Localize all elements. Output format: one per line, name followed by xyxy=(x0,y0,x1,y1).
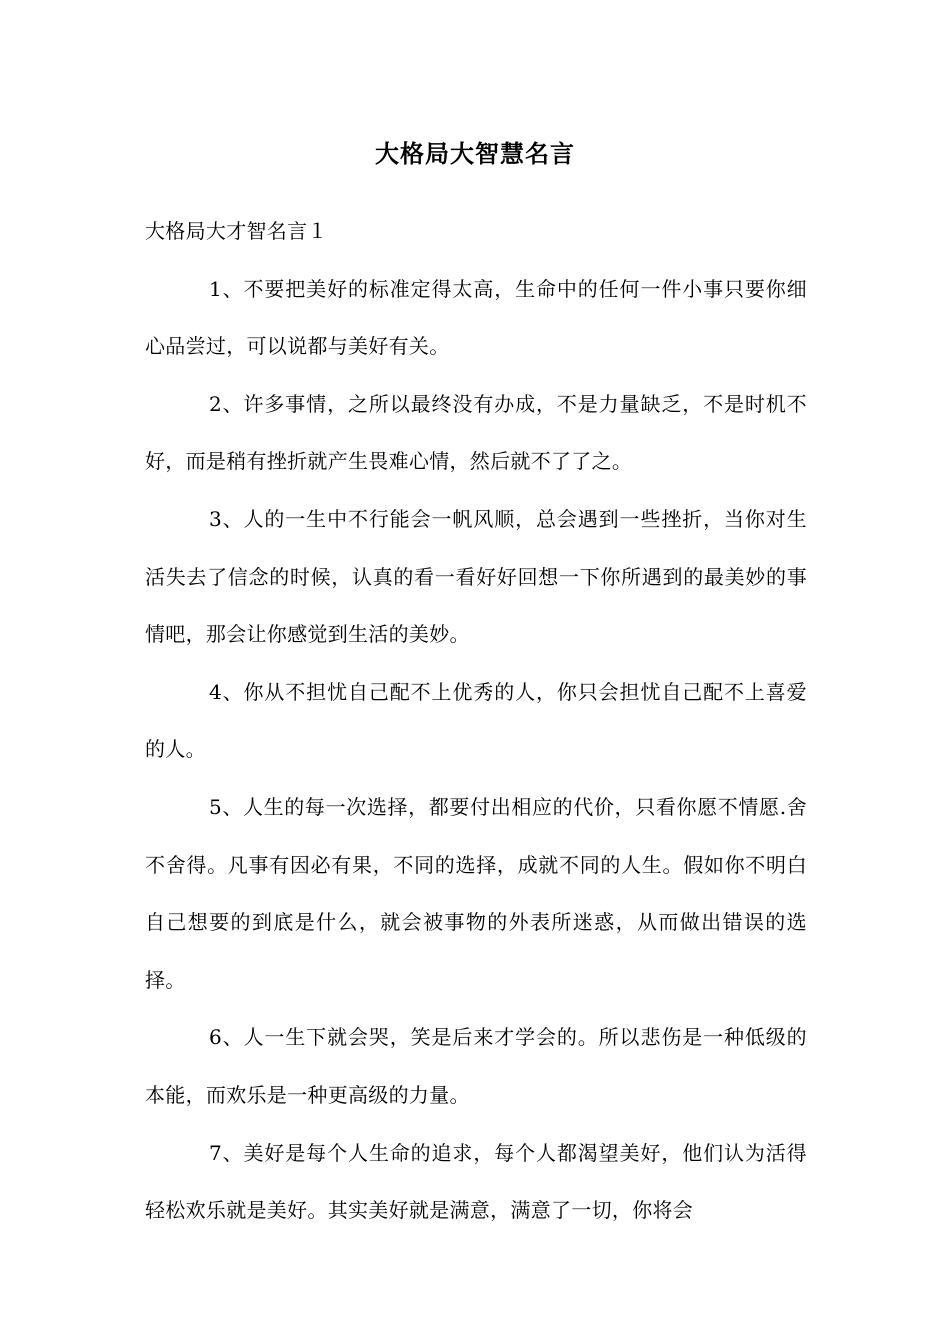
section-subheading: 大格局大才智名言１ xyxy=(145,219,328,243)
quote-paragraph-3: 3、人的一生中不行能会一帆风顺，总会遇到一些挫折，当你对生活失去了信念的时候，认真的看一看好好回想一下你所遇到的最美妙的事情吧，那会让你感觉到生活的美妙。 xyxy=(145,506,807,647)
document-body xyxy=(145,203,807,1240)
document-title: 大格局大智慧名言 xyxy=(375,139,575,168)
quote-paragraph-7: 7、美好是每个人生命的追求，每个人都渴望美好，他们认为活得轻松欢乐就是美好。其实美好就是满意，满意了一切，你将会 xyxy=(145,1140,807,1223)
quote-paragraph-5: 5、人生的每一次选择，都要付出相应的代价，只看你愿不情愿.舍不舍得。凡事有因必有果，不同的选择，成就不同的人生。假如你不明白自己想要的到底是什么，就会被事物的外表所迷惑，从而做出错误的选择。 xyxy=(145,794,807,992)
quote-paragraph-1: 1、不要把美好的标准定得太高，生命中的任何一件小事只要你细心品尝过，可以说都与美好有关。 xyxy=(145,276,807,359)
quote-paragraph-4: 4、你从不担忧自己配不上优秀的人，你只会担忧自己配不上喜爱的人。 xyxy=(145,679,807,762)
quote-paragraph-2: 2、许多事情，之所以最终没有办成，不是力量缺乏，不是时机不好，而是稍有挫折就产生畏难心情，然后就不了了之。 xyxy=(145,391,807,474)
quote-paragraph-6: 6、人一生下就会哭，笑是后来才学会的。所以悲伤是一种低级的本能，而欢乐是一种更高级的力量。 xyxy=(145,1025,807,1107)
